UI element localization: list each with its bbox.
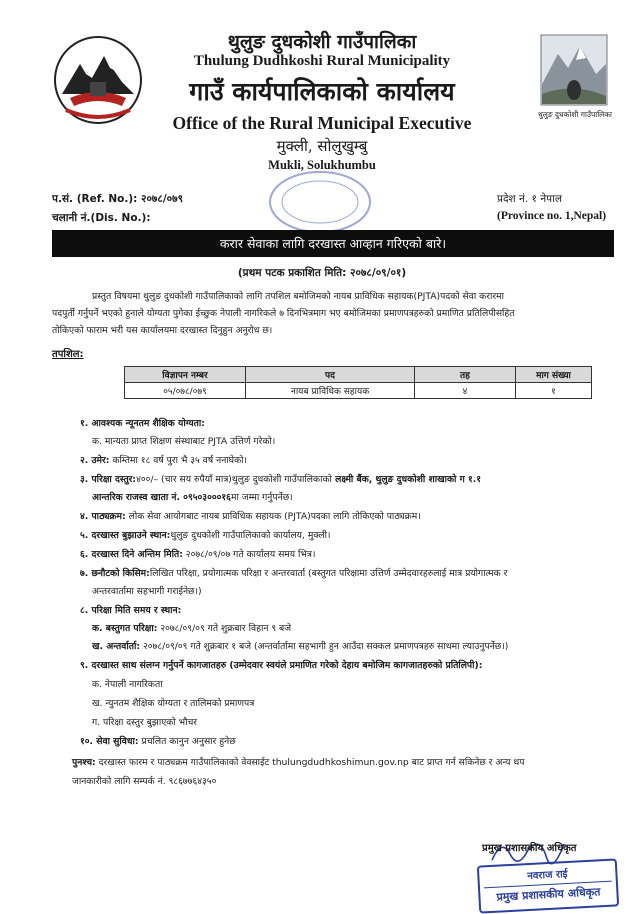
item-text: लिखित परिक्षा, प्रयोगात्मक परिक्षा र अन्तरवार्ता (बस्तुगत परिक्षामा उत्तिर्ण उम्मेदवारहरुलाई मात्र प्रयोगात्मक र [149, 568, 508, 579]
item-label: १०. सेवा सुविधा: [80, 736, 139, 747]
note-line [72, 753, 620, 772]
stamp-title: प्रमुख प्रशासकीय अधिकृत [484, 881, 613, 906]
item-fee [80, 472, 481, 485]
item-exam-schedule: ८. परिक्षा मिति समय र स्थान: [80, 605, 182, 616]
table-header: पद [246, 367, 415, 383]
item-text-bold: आन्तरिक राजस्व खाता नं. ०९५०३०००१६ [92, 492, 231, 503]
intro-line: प्रस्तुत विषयमा थुलुङ दुधकोशी गाउँपालिकाको लागि तपशिल बमोजिमको नायब प्राविधिक सहायक(PJTA)पदको सेवा करारमा [92, 291, 504, 302]
postscript-note [72, 753, 620, 791]
ref-number: प.सं. (Ref. No.): २०७८/०७९ [52, 193, 184, 205]
province-en: (Province no. 1,Nepal) [497, 210, 607, 222]
province-np: प्रदेश नं. १ नेपाल [497, 193, 562, 205]
item-label: २. उमेर: [80, 455, 110, 466]
item-text: २०७८/०९/०९ गते शुक्रबार १ बजे (अन्तर्वार्तामा सहभागी हुन आउँदा सक्कल प्रमाणपत्रहरु साथमा ल्याउनुपर्नेछ।) [140, 641, 509, 652]
item-label: ३. परिक्षा दस्तुर: [80, 474, 137, 485]
item-age [80, 453, 247, 466]
table-cell: ४ [415, 383, 516, 399]
notice-banner: करार सेवाका लागि दरखास्त आव्हान गरिएको बारे। [52, 230, 614, 257]
item-text: २०७८/०९/०९ गते शुक्रबार विहान ९ बजे [157, 623, 292, 634]
location-np: मुक्ली, सोलुखुम्बु [276, 137, 368, 155]
item-label: ६. दरखास्त दिने अन्तिम मिति: [80, 549, 183, 560]
item-benefits [80, 734, 236, 747]
item-text-bold: लक्ष्मी बैंक, थुलुङ दुधकोशी शाखाको ग १.१ [331, 474, 482, 485]
item-exam-a [92, 621, 291, 634]
table-header: विज्ञापन नम्बर [125, 367, 246, 383]
item-fee-line2 [92, 490, 293, 503]
table-row [125, 383, 592, 399]
item-selection [80, 566, 507, 579]
item-documents-a: क. नेपाली नागरिकता [92, 679, 163, 690]
item-label: ७. छनौटको किसिम: [80, 568, 150, 579]
item-documents-b: ख. न्युनतम शैक्षिक योग्यता र तालिमको प्रमाणपत्र [92, 698, 255, 709]
intro-line: तोकिएको फाराम भरी यस कार्यालयमा दरखास्त दिनुहुन अनुरोध छ। [52, 325, 273, 336]
tapasil-label: तपशिल: [52, 349, 84, 360]
item-label: ख. अन्तर्वार्ता: [92, 641, 141, 652]
item-selection-line2: अन्तरवार्तामा सहभागी गराईनेछ।) [92, 586, 202, 597]
table-cell: नायब प्राविधिक सहायक [246, 383, 415, 399]
municipality-title-np: थुलुङ दुधकोशी गाउँपालिका [227, 31, 417, 53]
vacancy-table [124, 366, 592, 399]
item-label: ४. पाठ्यक्रम: [80, 511, 126, 522]
item-text: प्रचलित कानुन अनुसार हुनेछ [138, 736, 236, 747]
office-title-np: गाउँ कार्यपालिकाको कार्यालय [189, 77, 455, 106]
item-documents-c: ग. परिक्षा दस्तुर बुझाएको भौचर [92, 717, 198, 728]
item-text: लोक सेवा आयोगबाट नायब प्राविधिक सहायक (PJTA)पदका लागि तोकिएको पाठ्यक्रम। [125, 511, 421, 522]
office-stamp [266, 168, 374, 236]
item-text: २०७८/०९/०७ गते कार्यालय समय भित्र। [182, 549, 316, 560]
note-line2: जानकारीको लागि सम्पर्क नं. ९८६७७६४३५० [72, 776, 217, 787]
publication-date: (प्रथम पटक प्रकाशित मिति: २०७८/०९/०१) [237, 267, 407, 279]
location-en: Mukli, Solukhumbu [268, 158, 376, 172]
item-text: ४००/– (चार सय रुपैयाँ मात्र)थुलुङ दुधकोशी गाउँपालिकाको [136, 474, 332, 485]
table-header: तह [415, 367, 516, 383]
item-text: थुलुङ दुधकोशी गाउँपालिकाको कार्यालय, मुक्ली। [170, 530, 331, 541]
item-text: मा जम्मा गर्नुपर्नेछ। [230, 492, 293, 503]
note-label: पुनश्च: [72, 757, 96, 768]
table-cell: १ [516, 383, 592, 399]
right-logo-caption: थुलुङ दुधकोशी गाउँपालिका [538, 110, 612, 119]
item-label: क. बस्तुगत परिक्षा: [92, 623, 158, 634]
note-text: दरखास्त फारम र पाठ्यक्रम गाउँपालिकाको वेवसाईट thulungdudhkoshimun.gov.np बाट प्राप्त गर्न सकिनेछ र अन्य थप [95, 757, 525, 768]
intro-line: पदपुर्ती गर्नुपर्ने भएको हुनाले योग्यता पुगेका ईच्छुक नेपाली नागरिकले ७ दिनभित्रमाग भए बमोजिमका प्रमाणपत्रहरुको प्रमाणित प्रतिलिपीसहित [52, 308, 515, 319]
municipality-title-en: Thulung Dudhkoshi Rural Municipality [193, 53, 451, 69]
stamp-name: नवराज राई [527, 868, 568, 883]
signatory-title: प्रमुख प्रशासकीय अधिकृत [482, 843, 577, 854]
item-qualification-a: क. मान्यता प्राप्त शिक्षण संस्थाबाट PJTA उत्तिर्ण गरेको। [92, 436, 276, 447]
item-syllabus [80, 509, 421, 522]
item-deadline [80, 547, 315, 560]
table-cell: ०५/०७८/०७९ [125, 383, 246, 399]
table-header: माग संख्या [516, 367, 592, 383]
item-documents: ९. दरखास्त साथ संलग्न गर्नुपर्ने कागजातहरु (उम्मेदवार स्वयंले प्रमाणित गरेको देहाय बमोजिम कागजातहरुको प्रतिलिपी): [80, 660, 483, 671]
office-title-en: Office of the Rural Municipal Executive [172, 113, 472, 133]
item-label: ५. दरखास्त बुझाउने स्थान: [80, 530, 171, 541]
table-header-row [125, 367, 592, 383]
item-submission-place [80, 528, 330, 541]
officer-stamp [477, 858, 619, 913]
intro-paragraph [52, 288, 620, 339]
item-qualification: १. आवश्यक न्यूनतम शैक्षिक योग्यता: [80, 418, 205, 429]
item-text: कम्तिमा १८ वर्ष पुरा भै ३५ वर्ष ननाघेको। [109, 455, 248, 466]
dispatch-number: चलानी नं.(Dis. No.): [52, 212, 151, 224]
item-exam-b [92, 639, 508, 652]
